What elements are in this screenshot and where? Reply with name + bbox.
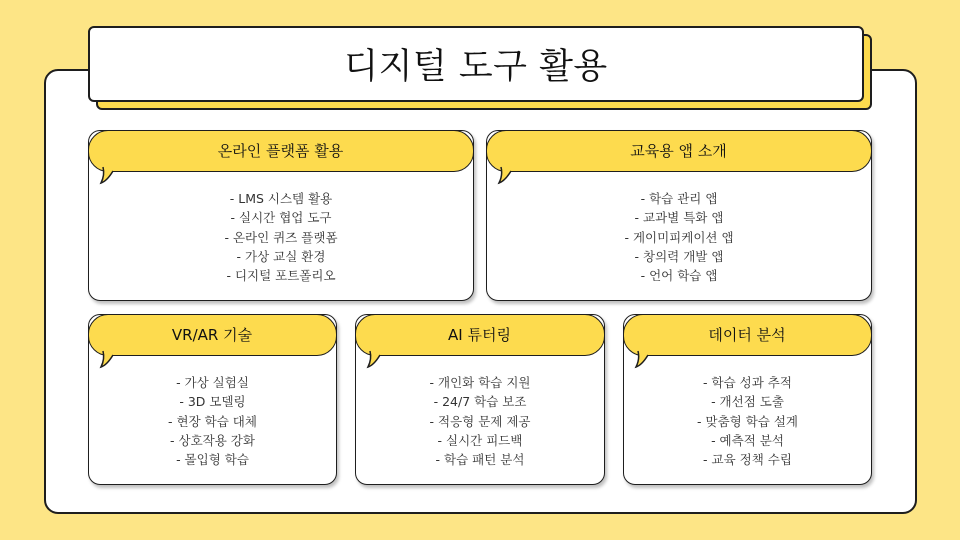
list-item: - LMS 시스템 활용 [229,191,333,206]
list-item: - 언어 학습 앱 [640,268,718,284]
list-item: - 예측적 분석 [711,432,784,448]
card-heading: 데이터 분석 [708,326,786,344]
list-item: - 개선점 도출 [711,394,784,410]
item-list [356,373,604,469]
list-item: - 3D 모델링 [179,394,246,410]
card-vr-ar [88,314,337,485]
list-item: - 상호작용 강화 [170,432,255,448]
item-list [89,373,336,469]
list-item: - 실시간 협업 도구 [230,210,332,226]
list-item: - 몰입형 학습 [176,452,249,468]
list-item: - 24/7 학습 보조 [433,394,527,410]
list-item: - 실시간 피드백 [437,432,523,448]
list-item: - 가상 실험실 [176,375,249,390]
list-item: - 게이미피케이션 앱 [624,229,734,245]
list-item: - 개인화 학습 지원 [429,375,531,390]
speech-tail-icon [99,161,125,185]
speech-tail-icon [497,161,523,185]
item-list [487,189,871,285]
list-item: - 적응형 문제 제공 [429,413,531,429]
speech-tail-icon [99,345,125,369]
card-edu-apps [486,130,872,301]
list-item: - 교과별 특화 앱 [634,210,724,226]
card-heading: 교육용 앱 소개 [630,142,727,160]
card-data-analysis [623,314,872,485]
list-item: - 교육 정책 수립 [703,452,792,468]
list-item: - 맞춤형 학습 설계 [697,413,798,429]
card-heading-bubble [88,130,474,172]
list-item: - 창의력 개발 앱 [634,248,724,264]
speech-tail-icon [366,345,392,369]
list-item: - 가상 교실 환경 [236,248,326,264]
speech-tail-icon [634,345,660,369]
list-item: - 현장 학습 대체 [168,413,257,429]
page-title: 디지털 도구 활용 [344,47,608,87]
card-heading: VR/AR 기술 [171,326,253,344]
item-list [624,373,871,469]
card-online-platforms [88,130,474,301]
card-heading: 온라인 플랫폼 활용 [217,142,344,160]
list-item: - 온라인 퀴즈 플랫폼 [224,229,338,245]
card-heading: AI 튜터링 [448,326,511,344]
list-item: - 학습 성과 추적 [703,375,792,390]
item-list [89,189,473,285]
list-item: - 디지털 포트폴리오 [226,268,336,284]
list-item: - 학습 관리 앱 [640,191,718,206]
card-ai-tutoring [355,314,605,485]
title-box [88,26,864,102]
list-item: - 학습 패턴 분석 [435,452,525,468]
card-heading-bubble [486,130,872,172]
card-heading-bubble [355,314,605,356]
